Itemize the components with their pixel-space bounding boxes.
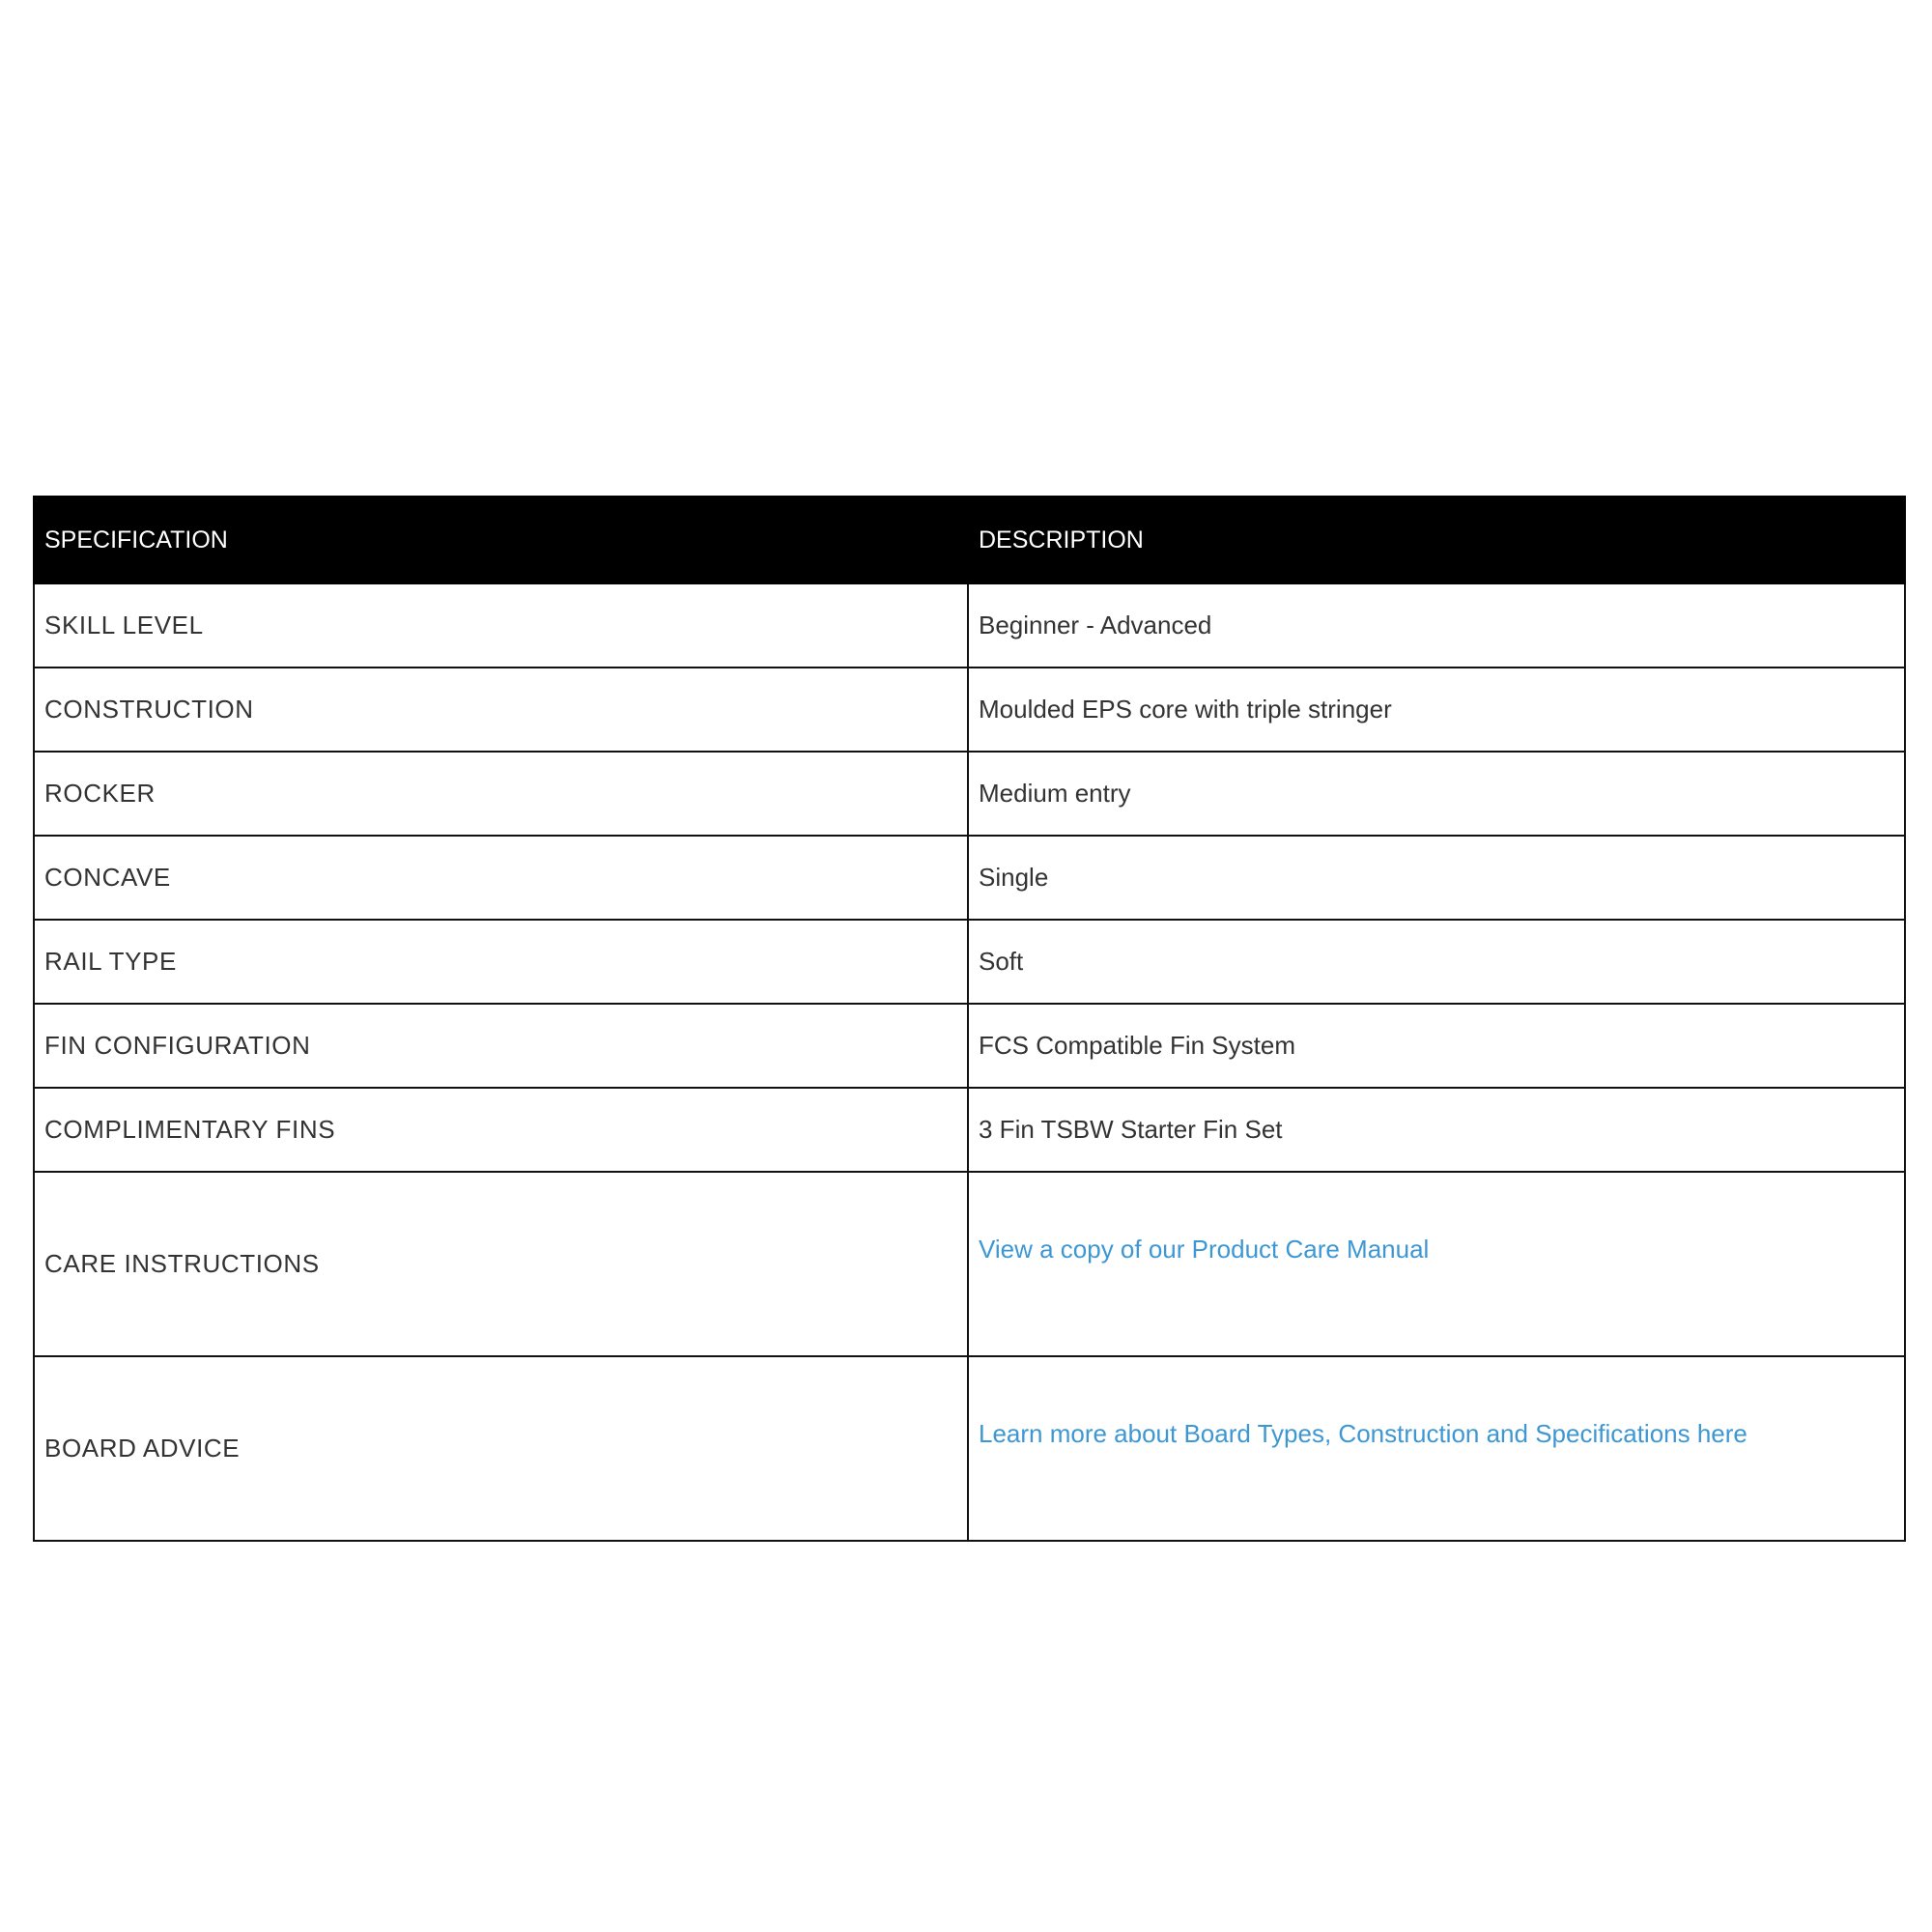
table-row — [34, 583, 1905, 668]
spec-label-construction: CONSTRUCTION — [34, 668, 968, 752]
spec-label-fin-configuration: FIN CONFIGURATION — [34, 1004, 968, 1088]
product-care-manual-link[interactable]: View a copy of our Product Care Manual — [979, 1235, 1430, 1264]
table-row — [34, 1004, 1905, 1088]
table-row — [34, 1356, 1905, 1541]
spec-label-rail-type: RAIL TYPE — [34, 920, 968, 1004]
table-row — [34, 668, 1905, 752]
description-column-header: DESCRIPTION — [968, 497, 1905, 583]
spec-value-construction: Moulded EPS core with triple stringer — [968, 668, 1905, 752]
spec-label-care-instructions: CARE INSTRUCTIONS — [34, 1172, 968, 1356]
specification-column-header: SPECIFICATION — [34, 497, 968, 583]
spec-value-skill-level: Beginner - Advanced — [968, 583, 1905, 668]
spec-label-board-advice: BOARD ADVICE — [34, 1356, 968, 1541]
spec-value-board-advice — [968, 1356, 1905, 1541]
spec-value-complimentary-fins: 3 Fin TSBW Starter Fin Set — [968, 1088, 1905, 1172]
table-row — [34, 920, 1905, 1004]
spec-label-complimentary-fins: COMPLIMENTARY FINS — [34, 1088, 968, 1172]
table-header-row — [34, 497, 1905, 583]
table-row — [34, 752, 1905, 836]
table-row — [34, 1088, 1905, 1172]
spec-value-concave: Single — [968, 836, 1905, 920]
spec-label-concave: CONCAVE — [34, 836, 968, 920]
table-row — [34, 1172, 1905, 1356]
table-row — [34, 836, 1905, 920]
specification-table — [33, 496, 1906, 1542]
spec-label-rocker: ROCKER — [34, 752, 968, 836]
spec-value-rocker: Medium entry — [968, 752, 1905, 836]
board-advice-link[interactable]: Learn more about Board Types, Construction and Specifications here — [979, 1419, 1747, 1448]
spec-value-rail-type: Soft — [968, 920, 1905, 1004]
spec-value-fin-configuration: FCS Compatible Fin System — [968, 1004, 1905, 1088]
spec-label-skill-level: SKILL LEVEL — [34, 583, 968, 668]
spec-value-care-instructions — [968, 1172, 1905, 1356]
